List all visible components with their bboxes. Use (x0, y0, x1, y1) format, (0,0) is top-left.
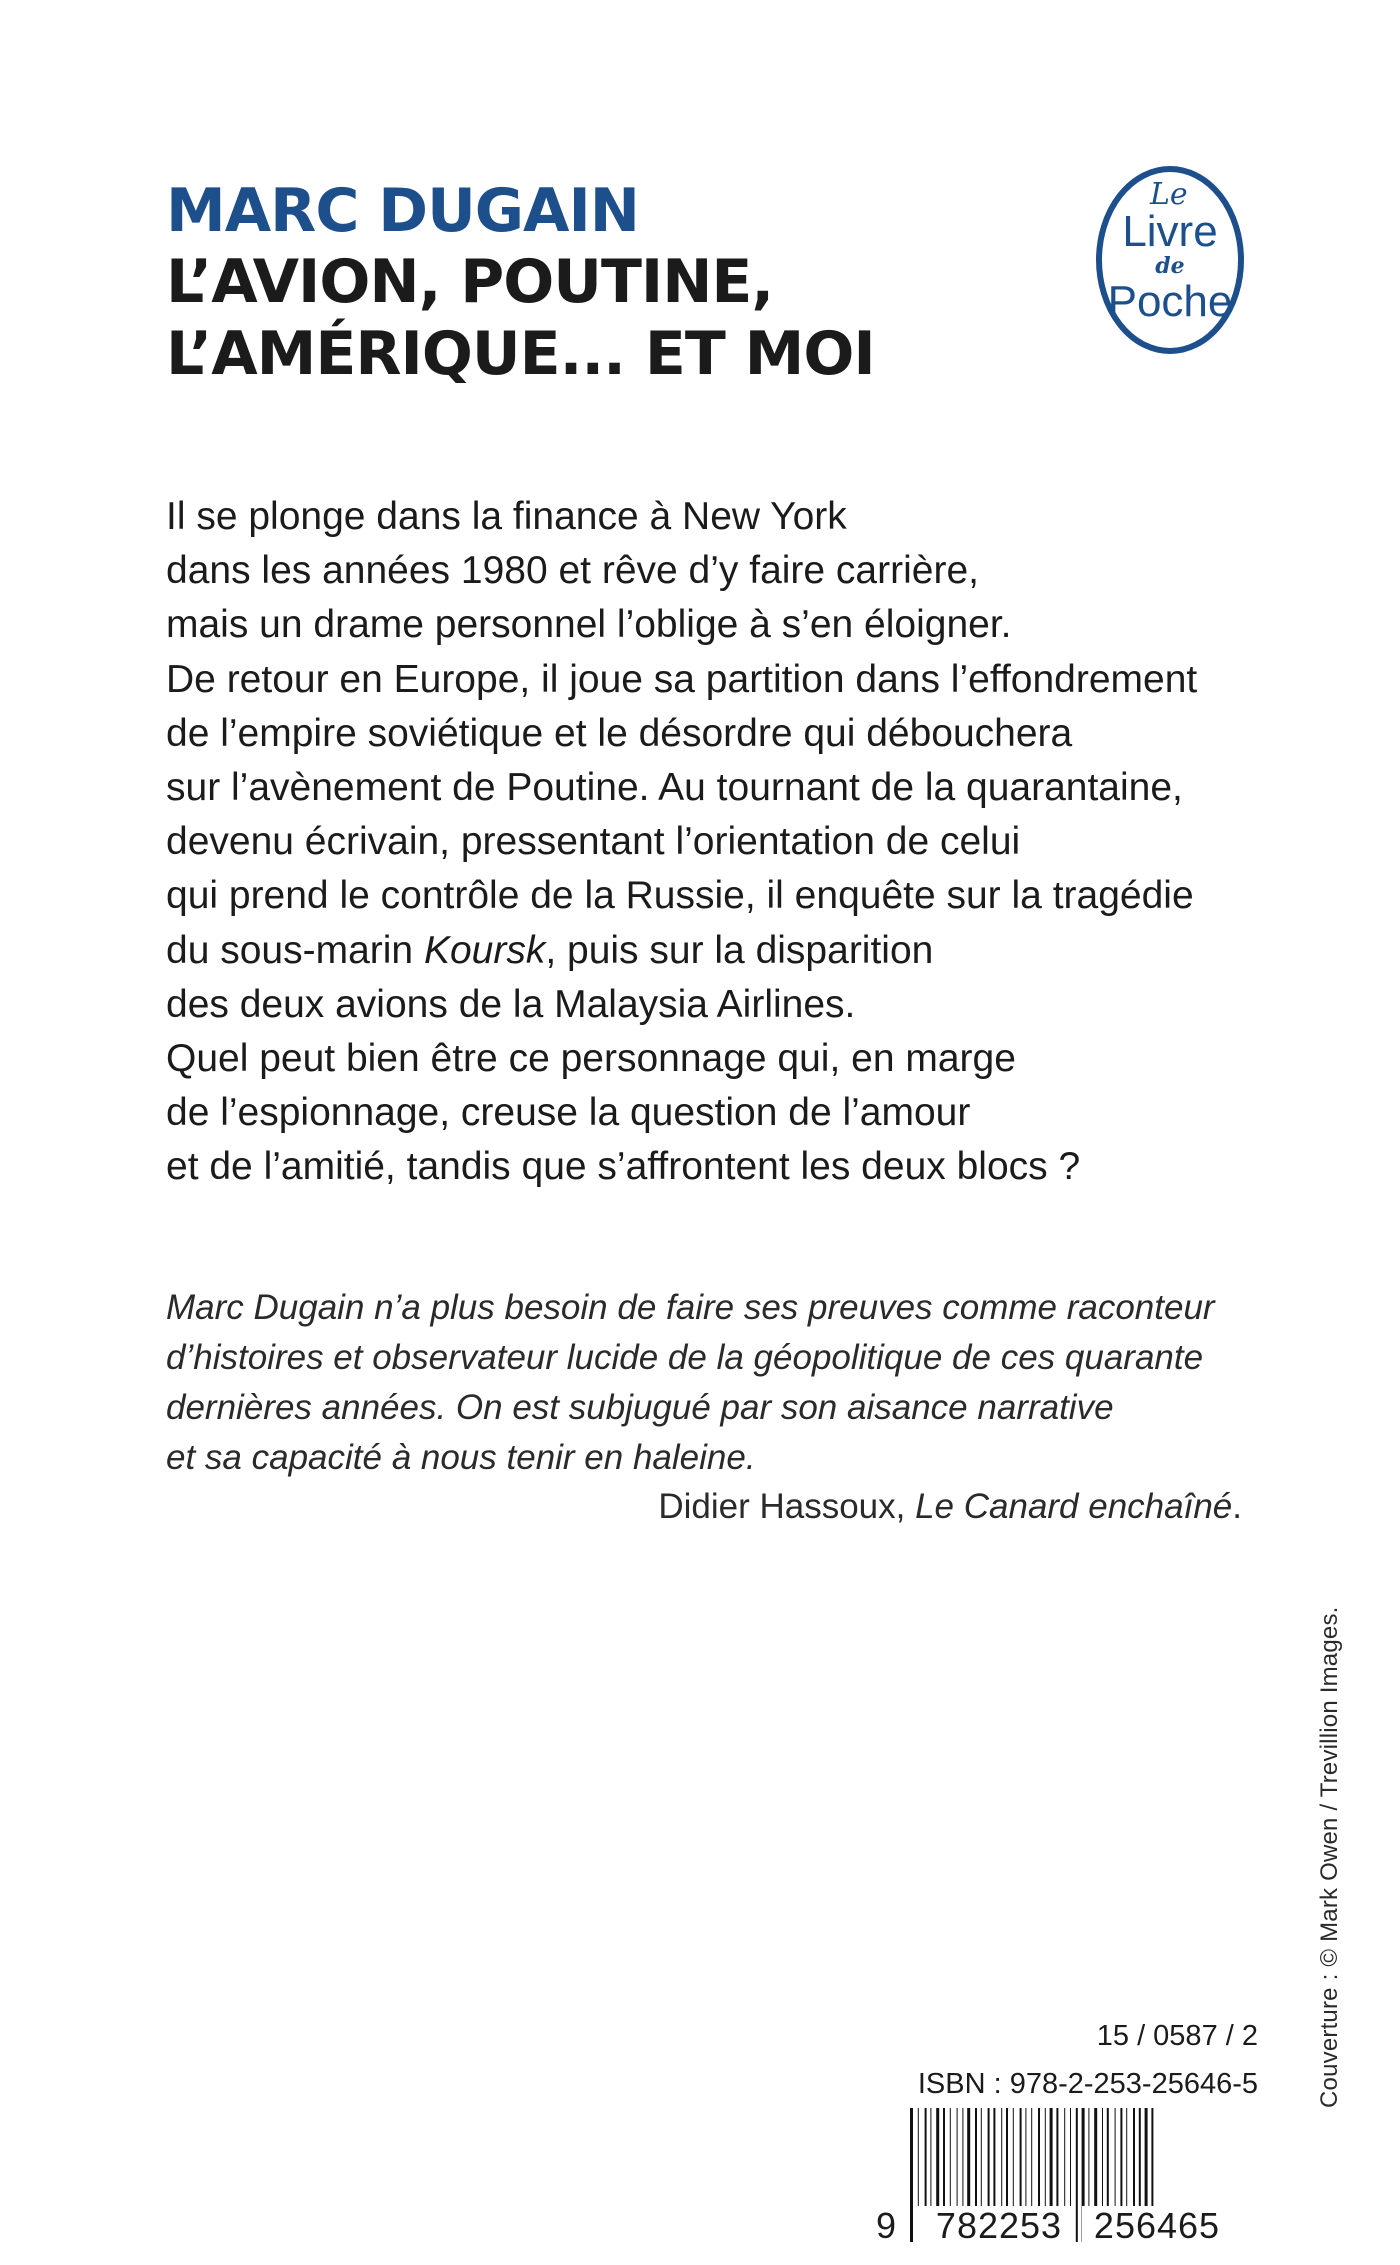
barcode-bar (1133, 2108, 1135, 2206)
blurb-line: de l’espionnage, creuse la question de l’amour (166, 1091, 971, 1135)
barcode-bar (1102, 2108, 1103, 2206)
barcode-bar (918, 2108, 919, 2206)
blurb-line: dans les années 1980 et rêve d’y faire carrière, (166, 549, 979, 593)
barcode-bar (1115, 2108, 1116, 2206)
barcode-bar (1145, 2108, 1148, 2206)
barcode-bar (1094, 2108, 1097, 2206)
barcode-bar (910, 2108, 913, 2242)
isbn-barcode (876, 2108, 1266, 2242)
blurb-line: sur l’avènement de Poutine. Au tournant de la quarantaine, (166, 766, 1183, 810)
book-header (166, 176, 875, 390)
barcode-bar (943, 2108, 945, 2206)
blurb-line: Il se plonge dans la finance à New York (166, 495, 847, 538)
quote-line: dernières années. On est subjugué par son aisance narrative (166, 1388, 1114, 1427)
barcode-bar (930, 2108, 931, 2206)
quote-attribution (658, 1482, 1242, 1532)
quote-line: d’histoires et observateur lucide de la géopolitique de ces quarante (166, 1338, 1204, 1377)
barcode-bar (1050, 2108, 1053, 2206)
barcode-bar (1076, 2108, 1078, 2242)
barcode-bar (1126, 2108, 1127, 2206)
blurb-line: qui prend le contrôle de la Russie, il enquête sur la tragédie (166, 874, 1194, 918)
attribution-end: . (1232, 1487, 1242, 1526)
barcode-bar (1151, 2108, 1153, 2206)
barcode-bar (1020, 2108, 1022, 2206)
blurb-line: devenu écrivain, pressentant l’orientation de celui (166, 820, 1021, 864)
blurb-italic-koursk: Koursk (423, 928, 546, 972)
blurb-line: des deux avions de la Malaysia Airlines. (166, 982, 856, 1026)
logo-text-livre: Livre (1122, 207, 1218, 256)
barcode-bar (925, 2108, 927, 2206)
barcode-bar (981, 2108, 982, 2206)
barcode-bar (988, 2108, 990, 2206)
book-blurb (166, 490, 1286, 1195)
barcode-bar (993, 2108, 995, 2206)
blurb-text: du sous-marin (166, 928, 424, 972)
barcode-bar (1045, 2108, 1046, 2206)
blurb-line (166, 924, 1286, 978)
isbn-number: ISBN : 978-2-253-25646-5 (917, 2068, 1258, 2100)
barcode-bar (1070, 2108, 1071, 2206)
barcode-bar (1006, 2108, 1008, 2206)
barcode-bar (957, 2108, 958, 2206)
barcode-bar (1107, 2108, 1109, 2206)
logo-text-de: de (1155, 253, 1185, 279)
blurb-text: , puis sur la disparition (545, 928, 934, 972)
barcode-digits-left: 782253 (935, 2205, 1063, 2242)
blurb-line: de l’empire soviétique et le désordre qui débouchera (166, 711, 1073, 755)
barcode-bar (1013, 2108, 1014, 2206)
barcode-bar (1031, 2108, 1032, 2206)
barcode-bar (1056, 2108, 1058, 2206)
logo-text-le: Le (1150, 177, 1188, 212)
barcode-digits-right: 256465 (1093, 2205, 1221, 2242)
barcode-bar (1088, 2108, 1089, 2206)
attribution-source: Le Canard enchaîné (915, 1487, 1233, 1526)
author-name: MARC DUGAIN (166, 176, 640, 246)
blurb-line: De retour en Europe, il joue sa partition dans l’effondrement (166, 657, 1198, 701)
press-quote (166, 1283, 1256, 1483)
barcode-bar (1025, 2108, 1026, 2206)
attribution-name: Didier Hassoux, (658, 1487, 916, 1526)
blurb-line: Quel peut bien être ce personnage qui, en marge (166, 1037, 1016, 1081)
book-title-line-1: L’AVION, POUTINE, (166, 247, 774, 317)
quote-line: et sa capacité à nous tenir en haleine. (166, 1438, 756, 1477)
catalog-codes (918, 2012, 1258, 2108)
barcode-bar (962, 2108, 963, 2206)
barcode-bar (1139, 2108, 1141, 2206)
quote-line: Marc Dugain n’a plus besoin de faire ses preuves comme raconteur (166, 1288, 1215, 1327)
barcode-bar (1120, 2108, 1122, 2206)
cover-credit: Couverture : © Mark Owen / Trevillion Images. (1316, 1606, 1343, 2108)
barcode-bar (950, 2108, 951, 2206)
barcode-bar (1064, 2108, 1065, 2206)
barcode-bar (936, 2108, 939, 2206)
blurb-line: et de l’amitié, tandis que s’affrontent les deux blocs ? (166, 1145, 1081, 1189)
barcode-digit-first: 9 (876, 2205, 897, 2242)
barcode-bar (975, 2108, 977, 2206)
barcode-bar (1038, 2108, 1040, 2206)
logo-text-poche: Poche (1107, 277, 1233, 326)
blurb-line: mais un drame personnel l’oblige à s’en éloigner. (166, 603, 1012, 647)
le-livre-de-poche-logo (1094, 164, 1246, 356)
catalog-number: 15 / 0587 / 2 (1096, 2020, 1258, 2052)
barcode-bar (1001, 2108, 1002, 2206)
barcode-bar (967, 2108, 970, 2206)
book-title-line-2: L’AMÉRIQUE... ET MOI (166, 319, 875, 389)
